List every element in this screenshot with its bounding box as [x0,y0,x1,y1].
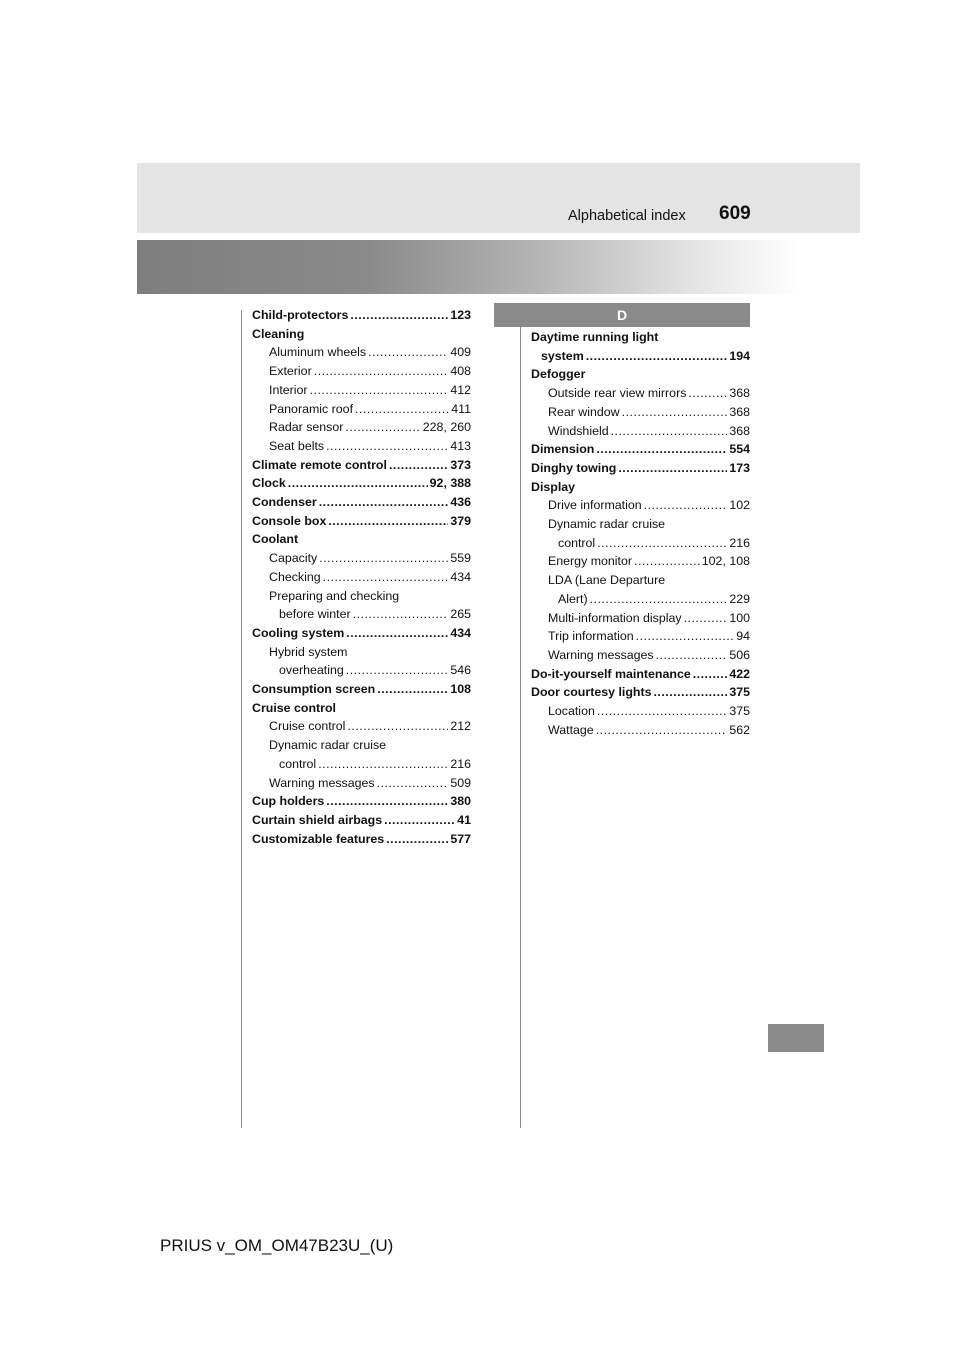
index-entry-page: 265 [450,607,471,622]
dot-leader [656,646,728,665]
index-entry-term: Dimension [531,442,595,457]
index-entry-page: 373 [450,457,471,472]
column-divider-left [241,310,242,1128]
index-entry-page: 102 [729,498,750,513]
index-entry-term: Defogger [531,367,586,382]
index-entry-page: 509 [450,775,471,790]
index-entry-page: 546 [450,663,471,678]
index-entry-page: 368 [729,423,750,438]
dot-leader [328,512,448,531]
index-entry-page: 375 [729,685,750,700]
index-entry[interactable] [531,515,750,534]
index-entry[interactable] [531,478,750,497]
index-entry-page: 506 [729,647,750,662]
index-entry[interactable] [531,646,750,665]
index-entry[interactable] [531,665,750,684]
index-entry-term: Exterior [269,364,312,379]
index-entry-term: LDA (Lane Departure [548,573,666,588]
dot-leader [597,534,727,553]
index-entry-term: Do-it-yourself maintenance [531,666,691,681]
index-entry[interactable] [531,328,750,347]
index-entry[interactable] [252,530,471,549]
dot-leader [634,552,700,571]
index-entry[interactable] [531,365,750,384]
index-entry[interactable] [252,699,471,718]
index-entry[interactable] [531,496,750,515]
index-entry[interactable] [252,493,471,512]
index-entry-page: 554 [729,442,750,457]
index-entry[interactable] [531,627,750,646]
index-entry[interactable] [252,437,471,456]
index-entry-term: Location [548,704,595,719]
index-entry-term: Cup holders [252,794,325,809]
index-entry-term: Aluminum wheels [269,345,367,360]
index-column-right [531,328,750,739]
index-entry-page: 102, 108 [701,554,750,569]
dot-leader [377,774,449,793]
index-entry-page: 216 [450,756,471,771]
index-entry-page: 92, 388 [429,476,471,491]
index-entry-term: Multi-information display [548,610,682,625]
dot-leader [319,493,449,512]
index-entry-page: 216 [729,535,750,550]
dot-leader [597,702,727,721]
dot-leader [644,496,728,515]
index-entry-page: 229 [729,591,750,606]
index-column-left [252,306,471,848]
index-entry[interactable] [531,683,750,702]
index-entry-term: Climate remote control [252,457,387,472]
index-entry-page: 41 [457,812,471,827]
index-entry[interactable] [252,568,471,587]
index-entry-page: 409 [450,345,471,360]
index-entry[interactable] [252,717,471,736]
index-entry-term: Dinghy towing [531,460,617,475]
index-entry[interactable] [531,552,750,571]
index-entry[interactable] [252,418,471,437]
index-entry[interactable] [252,587,471,606]
dot-leader [688,384,727,403]
index-entry-term: Door courtesy lights [531,685,652,700]
dot-leader [346,624,448,643]
dot-leader [653,683,727,702]
index-entry[interactable] [531,347,750,366]
index-entry-term: Cruise control [269,719,346,734]
dot-leader [350,306,448,325]
index-entry-term: Panoramic roof [269,401,354,416]
dot-leader [622,403,728,422]
index-entry-term: Customizable features [252,831,385,846]
index-entry[interactable] [531,403,750,422]
index-entry[interactable] [252,774,471,793]
index-entry-term: Wattage [548,722,594,737]
document-code: PRIUS v_OM_OM47B23U_(U) [160,1236,394,1255]
index-entry-term: Cleaning [252,326,305,341]
index-entry-page: 434 [450,569,471,584]
index-entry[interactable] [531,440,750,459]
dot-leader [636,627,735,646]
index-entry-term: Radar sensor [269,420,344,435]
index-entry-page: 380 [450,794,471,809]
index-entry-page: 422 [729,666,750,681]
column-divider-middle [520,310,521,1128]
index-entry-term: Preparing and checking [269,588,400,603]
index-entry[interactable] [252,456,471,475]
index-entry-term: Coolant [252,532,299,547]
index-entry-page: 368 [729,404,750,419]
index-entry-page: 368 [729,386,750,401]
index-entry[interactable] [252,736,471,755]
dot-leader [586,347,728,366]
dot-leader [389,456,448,475]
index-entry-page: 123 [450,308,471,322]
index-entry-term: Console box [252,513,327,528]
index-entry[interactable] [531,422,750,441]
index-entry-term: control [558,535,596,550]
index-entry-page: 212 [450,719,471,734]
index-entry-term: Interior [269,382,308,397]
dot-leader [590,590,728,609]
index-entry-page: 228, 260 [422,420,471,435]
index-entry[interactable] [252,643,471,662]
index-entry-term: Cooling system [252,625,345,640]
dot-leader [611,422,728,441]
index-entry-page: 375 [729,704,750,719]
index-entry[interactable] [531,721,750,740]
index-entry[interactable] [252,755,471,774]
index-entry[interactable] [252,605,471,624]
index-entry[interactable] [252,306,471,325]
dot-leader [310,381,449,400]
index-entry-term: Display [531,479,576,494]
index-entry[interactable] [531,702,750,721]
index-entry-page: 434 [450,625,471,640]
dot-leader [618,459,727,478]
index-entry[interactable] [531,590,750,609]
index-entry[interactable] [252,362,471,381]
index-entry[interactable] [252,325,471,344]
section-thumb-tab [768,1024,824,1052]
dot-leader [326,437,448,456]
index-entry[interactable] [252,624,471,643]
dot-leader [323,568,449,587]
dot-leader [684,609,728,628]
dot-leader [326,792,448,811]
dot-leader [347,717,448,736]
index-entry[interactable] [531,534,750,553]
index-entry-term: Hybrid system [269,644,348,659]
index-entry-term: control [279,756,317,771]
index-entry-term: Child-protectors [252,308,349,322]
dot-leader [288,474,428,493]
dot-leader [368,343,448,362]
dot-leader [386,830,448,849]
index-entry-term: Condenser [252,495,317,510]
index-entry[interactable] [252,400,471,419]
index-entry-term: Consumption screen [252,682,376,697]
dot-leader [314,362,449,381]
index-entry-term: Seat belts [269,438,325,453]
index-entry-term: Outside rear view mirrors [548,386,687,401]
index-entry-term: before winter [279,607,351,622]
index-entry-term: Daytime running light [531,330,659,344]
index-entry-page: 173 [729,460,750,475]
index-entry[interactable] [531,384,750,403]
index-entry[interactable] [252,811,471,830]
index-entry[interactable] [252,381,471,400]
index-entry-term: Energy monitor [548,554,633,569]
index-entry[interactable] [252,512,471,531]
index-entry-page: 413 [450,438,471,453]
page-title: Alphabetical index [568,208,686,224]
index-entry-page: 379 [450,513,471,528]
index-entry-page: 559 [450,551,471,566]
dot-leader [693,665,728,684]
index-entry-page: 94 [736,629,750,644]
index-entry-term: Alert) [558,591,588,606]
index-entry-page: 436 [450,495,471,510]
index-entry[interactable] [252,474,471,493]
index-entry-page: 412 [450,382,471,397]
index-entry-term: Dynamic radar cruise [548,517,666,532]
dot-leader [596,721,728,740]
index-entry[interactable] [531,571,750,590]
index-entry-term: Dynamic radar cruise [269,738,387,753]
index-entry[interactable] [531,609,750,628]
index-entry-page: 108 [450,682,471,697]
dot-leader [353,605,449,624]
dot-leader [346,661,449,680]
index-entry-term: Capacity [269,551,318,566]
index-entry-page: 194 [729,348,750,363]
decorative-gradient-band [137,240,800,294]
dot-leader [345,418,420,437]
index-entry-term: Warning messages [548,647,654,662]
dot-leader [377,680,448,699]
index-entry[interactable] [252,792,471,811]
index-entry[interactable] [252,680,471,699]
index-entry-term: system [541,348,584,363]
header-band [137,163,860,233]
index-entry-term: Windshield [548,423,609,438]
index-entry-term: Clock [252,476,286,491]
index-entry-page: 411 [451,401,471,416]
index-entry-page: 100 [729,610,750,625]
index-entry-term: Warning messages [269,775,375,790]
index-entry[interactable] [531,459,750,478]
dot-leader [384,811,455,830]
index-entry-term: Trip information [548,629,634,644]
dot-leader [355,400,449,419]
dot-leader [596,440,727,459]
index-entry-page: 408 [450,364,471,379]
index-entry[interactable] [252,549,471,568]
index-entry-term: Drive information [548,498,642,513]
index-entry-page: 577 [450,831,471,846]
index-entry[interactable] [252,661,471,680]
index-entry-term: Checking [269,569,321,584]
index-entry-page: 562 [729,722,750,737]
index-entry-term: Cruise control [252,700,336,715]
page-number: 609 [719,203,751,224]
dot-leader [319,549,448,568]
index-entry[interactable] [252,830,471,849]
dot-leader [318,755,448,774]
index-entry[interactable] [252,343,471,362]
index-entry-term: overheating [279,663,344,678]
index-entry-term: Curtain shield airbags [252,812,383,827]
letter-heading: D [494,303,750,327]
index-entry-term: Rear window [548,404,620,419]
